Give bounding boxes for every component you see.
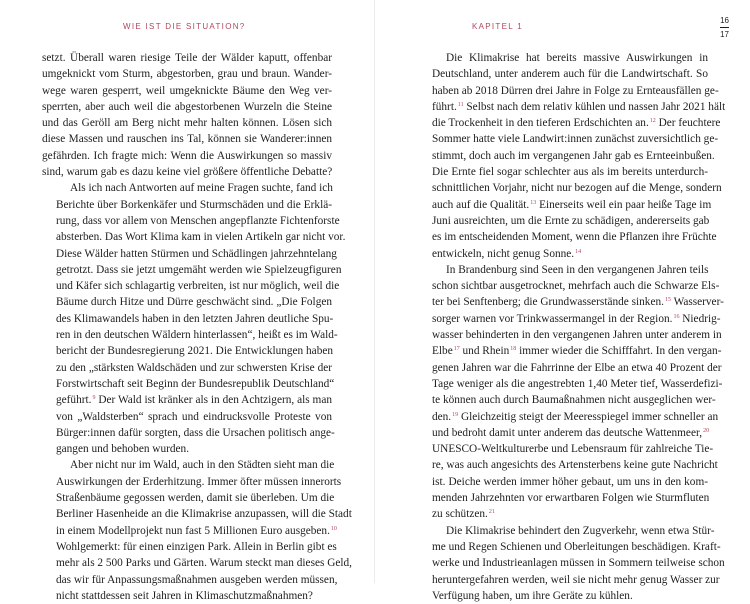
text-line: diese Massen und rauschen ins Tal, können sie Wanderer:innen (42, 133, 332, 146)
text-line: Tage weniger als die angestrebten 1,40 Meter tief, Wasserdefizi- (432, 377, 723, 390)
text-line: re, was auch angesichts des Artensterbens keine gute Nachricht (432, 459, 718, 472)
text-line: gefährden. Ich fragte mich: Wenn die Auswirkungen so massiv (42, 149, 332, 162)
text-line: Wohlgemerkt: für einen einzigen Park. Allein in Berlin gibt es (56, 540, 337, 553)
text-line: gangen und behoben wurden. (56, 443, 190, 456)
page-numbers (720, 15, 729, 40)
text-line: Berliner Hasenheide an die Klimakrise anzupassen, will die Stadt (56, 508, 352, 521)
text-line: ist. Deiche werden immer höher gebaut, um uns in den kom- (432, 475, 708, 488)
paragraph (418, 50, 726, 262)
footnote-reference[interactable]: 18 (510, 346, 517, 353)
text-line: Auswirkungen der Erderhitzung. Immer öfter müssen innerorts (56, 475, 342, 488)
footnote-reference[interactable]: 15 (664, 297, 671, 304)
left-page-body (42, 50, 352, 604)
text-line: Die Klimakrise behindert den Zugverkehr, wenn etwa Stür- (446, 524, 715, 537)
page-number-right: 17 (720, 30, 729, 39)
paragraph (418, 523, 725, 604)
text-line: von „Waldsterben“ sprach und eindrucksvolle Proteste von (56, 410, 332, 423)
text-line: Forstwirtschaft seit Beginn der Bundesrepublik Deutschland“ (56, 377, 335, 390)
footnote-reference[interactable]: 16 (673, 313, 680, 320)
text-line: auch auf die Qualität.$^{13}$ Einerseits weil ein paar heiße Tage im (432, 198, 712, 211)
text-line: zu den „stärksten Waldschäden und zur schwersten Krise der (56, 361, 332, 374)
text-line: umgeknickt vom Sturm, abgestorben, grau und braun. Wander- (42, 68, 332, 81)
text-line: das wir für Anpassungsmaßnahmen ausgeben werden müssen, (56, 573, 338, 586)
text-line: schon sichtbar ausgetrocknet, mehrfach auch die Schwarze Els- (432, 280, 720, 293)
text-line: in einem Modellprojekt nun fast 5 Millionen Euro ausgeben.$^{10}$ (56, 524, 337, 537)
right-page-body (418, 50, 726, 604)
text-line: die Trockenheit in den tieferen Erdschichten an.$^{12}$ Der feuchtere (432, 117, 721, 130)
text-line: Elbe$^{17}$ und Rhein$^{18}$ immer wieder die Schifffahrt. In den vergan- (432, 345, 722, 358)
running-head-right: KAPITEL 1 (472, 22, 523, 31)
running-head-left: WIE IST DIE SITUATION? (123, 22, 246, 31)
text-line: Als ich nach Antworten auf meine Fragen suchte, fand ich (70, 182, 333, 195)
footnote-reference[interactable]: 20 (703, 427, 710, 434)
text-line: bericht der Bundesregierung 2021. Die Entwicklungen haben (56, 345, 334, 358)
text-line: es im entscheidenden Moment, wenn die Pflanzen ihre Früchte (432, 231, 717, 244)
text-line: wege waren gesperrt, weil umgeknickte Bäume den Weg ver- (42, 84, 332, 97)
text-line: führt.$^{11}$ Selbst nach dem relativ kühlen und nassen Jahr 2021 hält (432, 100, 726, 113)
paragraph (42, 50, 332, 180)
page-number-rule (720, 27, 729, 28)
text-line: Aber nicht nur im Wald, auch in den Städten sieht man die (70, 459, 335, 472)
text-line: sorger warnen vor Trinkwassermangel in der Region.$^{16}$ Niedrig- (432, 312, 721, 325)
text-line: und Käfer sich schlagartig verbreiten, ist nur möglich, weil die (56, 280, 340, 293)
footnote-reference[interactable]: 9 (92, 395, 96, 402)
paragraph (418, 262, 724, 523)
text-line: den.$^{19}$ Gleichzeitig steigt der Meeresspiegel immer schneller an (432, 410, 719, 423)
text-line: Sommer hatte viele Landwirt:innen zunächst zuversichtlich ge- (432, 133, 719, 146)
footnote-reference[interactable]: 10 (330, 525, 337, 532)
text-line: zu schützen.$^{21}$ (432, 508, 495, 521)
text-line: Bürger:innen dafür sorgten, dass die Ursachen politisch ange- (56, 426, 335, 439)
footnote-reference[interactable]: 11 (457, 101, 464, 108)
text-line: menden Jahrzehnten vor erwartbaren Folgen wie Sturmfluten (432, 492, 710, 505)
text-line: te können auch durch Baumaßnahmen nicht ausgeglichen wer- (432, 394, 716, 407)
footnote-reference[interactable]: 21 (488, 509, 495, 516)
text-line: Die Ernte fiel sogar schlechter aus als im bereits unterdurch- (432, 166, 708, 179)
footnote-reference[interactable]: 19 (452, 411, 459, 418)
text-line: me und Regen Schienen und Oberleitungen beschädigen. Kraft- (432, 540, 721, 553)
text-line: sperrten, aber auch weil die abgestorbenen Wurzeln die Steine (42, 100, 332, 113)
footnote-reference[interactable]: 12 (649, 118, 656, 125)
text-line: geführt.$^9$ Der Wald ist kränker als in den Achtzigern, als man (56, 394, 332, 407)
text-line: nicht stattdessen seit Jahren in Klimaschutzmaßnahmen? (56, 589, 313, 602)
text-line: In Brandenburg sind Seen in den vergangenen Jahren teils (446, 263, 709, 276)
text-line: ren in den deutschen Wäldern hinterlassen“, heißt es im Wald- (56, 329, 338, 342)
paragraph (42, 180, 346, 457)
footnote-reference[interactable]: 13 (530, 199, 537, 206)
text-line: wasser behinderten in den vergangenen Jahren unter anderem in (432, 329, 722, 342)
text-line: UNESCO-Weltkulturerbe und Lebensraum für zahlreiche Tie- (432, 443, 714, 456)
text-line: Deutschland, unter anderem auch für die Landwirtschaft. So (432, 68, 708, 81)
page-number-left: 16 (720, 16, 729, 25)
text-line: Die Klimakrise hat bereits massive Auswirkungen in (446, 52, 708, 64)
text-line: werke und Industrieanlagen müssen in Sommern teilweise schon (432, 557, 725, 570)
text-line: setzt. Überall waren riesige Teile der Wälder kaputt, offenbar (42, 52, 332, 64)
text-line: rung, dass vor allem von Menschen angepflanzte Fichtenforste (56, 214, 340, 227)
text-line: Verfügung haben, um ihre Geräte zu kühlen. (432, 589, 633, 602)
paragraph (42, 457, 352, 604)
text-line: und das Geröll am Berg nicht mehr halten können. Lösen sich (42, 117, 332, 130)
text-line: entwickeln, nicht genug Sonne.$^{14}$ (432, 247, 582, 260)
text-line: absterben. Das Wort Klima kam in vielen Artikeln gar nicht vor. (56, 231, 346, 244)
text-line: Straßenbäume gegossen werden, damit sie überleben. Um die (56, 492, 335, 505)
text-line: mehr als 2 500 Parks und Gärten. Warum steckt man dieses Geld, (56, 557, 352, 570)
text-line: heruntergefahren werden, weil sie nicht mehr genug Wasser zur (432, 573, 720, 586)
text-line: getrotzt. Dass sie jetzt umgemäht werden wie Spielzeugfiguren (56, 263, 342, 276)
text-line: haben ab 2018 Dürren drei Jahre in Folge zu Ernteausfällen ge- (432, 84, 719, 97)
text-line: sind, warum gab es dazu keine viel größere öffentliche Debatte? (42, 166, 333, 179)
text-line: des Klimawandels haben in den letzten Jahren deutliche Spu- (56, 312, 334, 325)
text-line: stimmt, doch auch im vergangenen Jahr gab es Ernteeinbußen. (432, 149, 715, 162)
gutter-divider (374, 0, 375, 583)
footnote-reference[interactable]: 17 (453, 346, 460, 353)
text-line: genen Jahren war die Fahrrinne der Elbe an etwa 40 Prozent der (432, 361, 722, 374)
text-line: schnittlichen Vorjahr, nicht nur bezogen auf die Menge, sondern (432, 182, 722, 195)
text-line: und bedroht damit unter anderem das deutsche Wattenmeer,$^{20}$ (432, 426, 710, 439)
footnote-reference[interactable]: 14 (575, 248, 582, 255)
text-line: Berichte über Borkenkäfer und Sturmschäden und die Erklä- (56, 198, 332, 211)
text-line: Bäume durch Hitze und Dürre geschwächt sind. „Die Folgen (56, 296, 332, 309)
text-line: Diese Wälder hatten Stürmen und Schädlingen jahrzehntelang (56, 247, 337, 260)
text-line: Juni ausreichten, um die Ernte zu schädigen, andererseits gab (432, 214, 710, 227)
text-line: ter bei Senftenberg; die Grundwasserstände sinken.$^{15}$ Wasserver- (432, 296, 724, 309)
